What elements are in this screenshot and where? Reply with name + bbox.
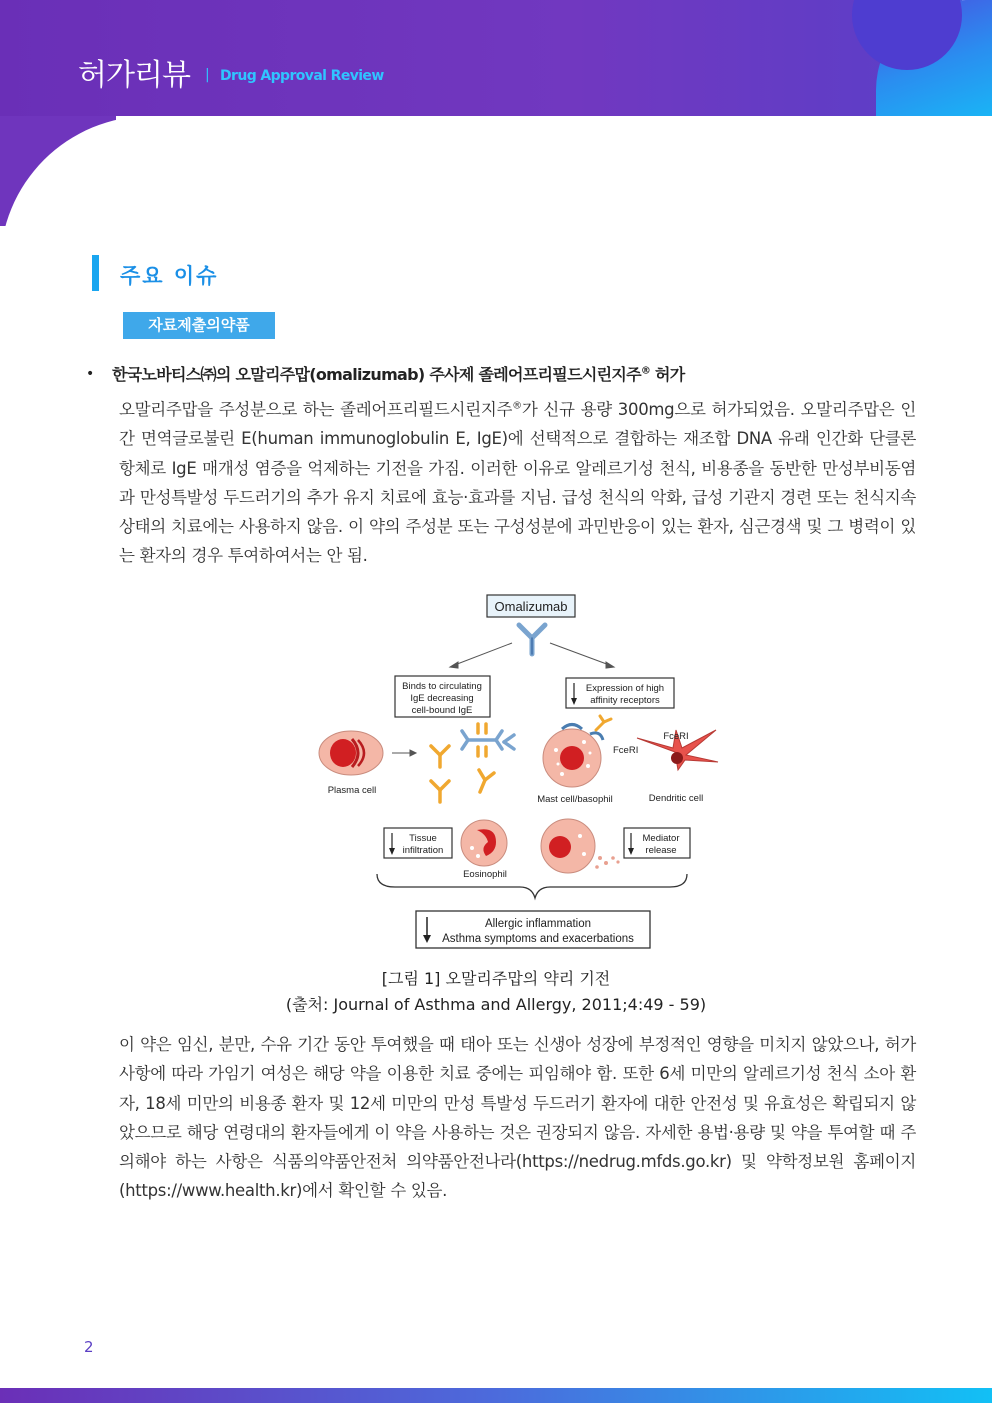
plasma-cell-icon xyxy=(319,731,383,775)
header-subtitle: Drug Approval Review xyxy=(220,68,384,84)
mast-cell-icon xyxy=(543,716,611,787)
item-heading xyxy=(112,362,685,385)
binds-line-2: IgE decreasing xyxy=(410,693,474,704)
ige-antibodies-icon xyxy=(431,724,514,802)
fceri-mast-label: FceRI xyxy=(613,745,639,756)
antibody-icon xyxy=(519,625,545,654)
eosinophil-icon xyxy=(461,820,507,866)
header-title: 허가리뷰 xyxy=(78,58,190,93)
dendritic-cell-label: Dendritic cell xyxy=(648,793,704,804)
header-separator: | xyxy=(205,67,210,83)
figure-caption: [그림 1] 오말리주맙의 약리 기전 xyxy=(381,969,611,988)
mast-cell-label: Mast cell/basophil xyxy=(537,794,613,805)
eosinophil-label: Eosinophil xyxy=(463,869,507,880)
outcome-line-2: Asthma symptoms and exacerbations xyxy=(442,933,634,945)
mediator-cell-icon xyxy=(541,819,620,873)
category-tag: 자료제출의약품 xyxy=(123,312,275,339)
mediator-line-2: release xyxy=(645,845,677,856)
footer-bar xyxy=(0,1388,992,1403)
tissue-line-2: infiltration xyxy=(402,845,444,856)
mechanism-figure xyxy=(300,590,740,955)
expression-line-2: affinity receptors xyxy=(590,695,660,706)
expression-line-1: Expression of high xyxy=(585,683,665,694)
heading-registered: ® xyxy=(640,365,651,377)
paragraph-1 xyxy=(119,395,916,571)
paragraph-2: 이 약은 임신, 분만, 수유 기간 동안 투여했을 때 태아 또는 신생아 성장에 부정적인 영향을 미치지 않았으나, 허가사항에 따라 가임기 여성은 해당 약을 이용한 치료 중에는 피임해야 함. 또한 6세 미만의 알레르기성 천식 소아 환자, 18세 미만의 비용종 환자 및 12세 미만의 만성 특발성 두드러기 환자에 대한 안전성 및 유효성은 확립되지 않았으므로 해당 연령대의 환자들에게 이 약을 사용하는 것은 권장되지 않음. 자세한 용법·용량 및 약을 투여할 때 주의해야 하는 사항은 식품의약품안전처 의약품안전나라(https://nedrug.mfds.go.kr) 및 약학정보원 홈페이지(https://www.health.kr)에서 확인할 수 있음. xyxy=(119,1035,916,1201)
brace xyxy=(377,874,687,898)
paragraph-1-a: 오말리주맙을 주성분으로 하는 졸레어프리필드시린지주 xyxy=(119,400,513,419)
mediator-line-1: Mediator xyxy=(642,833,680,844)
heading-tail: 허가 xyxy=(650,365,685,384)
binds-line-3: cell-bound IgE xyxy=(411,705,473,716)
section-title: 주요 이슈 xyxy=(120,264,219,288)
page-number: 2 xyxy=(84,1338,94,1356)
omalizumab-label: Omalizumab xyxy=(494,599,568,614)
heading-text: 한국노바티스㈜의 오말리주맙(omalizumab) 주사제 졸레어프리필드시린지주 xyxy=(112,365,641,384)
figure-source: (출처: Journal of Asthma and Allergy, 2011;4:49 - 59) xyxy=(285,995,707,1014)
paragraph-1-registered: ® xyxy=(512,400,522,412)
binds-line-1: Binds to circulating xyxy=(402,681,482,692)
outcome-line-1: Allergic inflammation xyxy=(484,918,592,930)
tissue-line-1: Tissue xyxy=(409,833,437,844)
paragraph-1-b: 가 신규 용량 300mg으로 허가되었음. 오말리주맙은 인간 면역글로불린 E(human immunoglobulin E, IgE)에 선택적으로 결합하는 재조합 DNA 유래 인간화 단클론 항체로 IgE 매개성 염증을 억제하는 기전을 가짐. 이러한 이유로 알레르기성 천식, 비용종을 동반한 만성부비동염과 만성특발성 두드러기의 추가 유지 치료에 효능·효과를 지님. 급성 천식의 악화, 급성 기관지 경련 또는 천식지속상태의 치료에는 사용하지 않음. 이 약의 주성분 또는 구성성분에 과민반응이 있는 환자, 심근경색 및 그 병력이 있는 환자의 경우 투여하여서는 안 됨. xyxy=(119,400,917,566)
plasma-cell-label: Plasma cell xyxy=(327,785,377,796)
section-marker xyxy=(92,255,99,291)
bullet-icon: • xyxy=(86,366,95,382)
fceri-dendritic-label: FceRI xyxy=(663,731,689,742)
